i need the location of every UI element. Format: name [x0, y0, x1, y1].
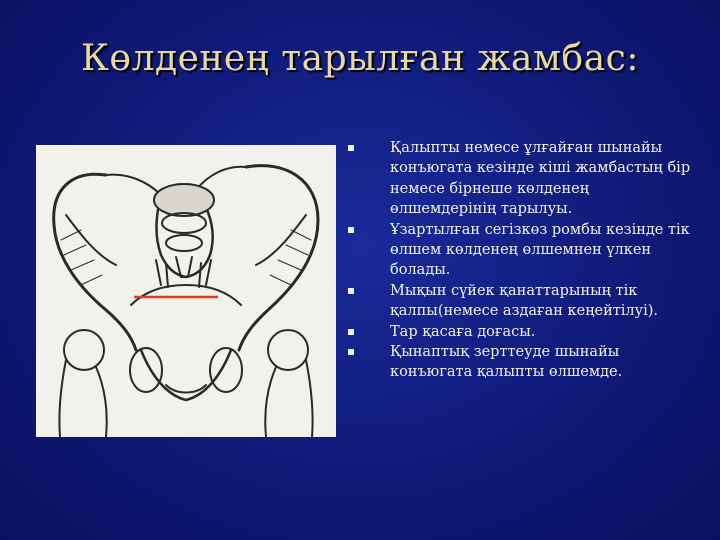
- bullet-square-icon: [348, 145, 354, 151]
- bullet-text: Тар қасаға доғасы.: [390, 323, 536, 340]
- pelvis-illustration: [36, 145, 336, 437]
- list-item: [344, 281, 694, 322]
- bullet-square-icon: [348, 349, 354, 355]
- bullet-square-icon: [348, 329, 354, 335]
- bullet-text: Мықын сүйек қанаттарының тік қалпы(немесе аздаған кеңейтілуі).: [390, 282, 659, 320]
- bullet-text: Қалыпты немесе ұлғайған шынайы конъюгата кезінде кіші жамбастың бір немесе бірнеше көлденең өлшемдерінің тарылуы.: [390, 140, 691, 218]
- bullet-text: Қынаптық зерттеуде шынайы конъюгата қалыпты өлшемде.: [390, 344, 623, 381]
- list-item: [344, 322, 694, 342]
- bullet-square-icon: [348, 227, 354, 233]
- list-item: [344, 138, 694, 220]
- bullet-list: [344, 138, 694, 383]
- bullet-square-icon: [348, 288, 354, 294]
- bullet-text: Ұзартылған сегізкөз ромбы кезінде тік өлшем көлденең өлшемнен үлкен болады.: [390, 221, 690, 279]
- list-item: [344, 342, 694, 383]
- slide-title: Көлденең тарылған жамбас:: [81, 38, 639, 79]
- pelvis-drawing: [36, 145, 336, 437]
- list-item: [344, 220, 694, 281]
